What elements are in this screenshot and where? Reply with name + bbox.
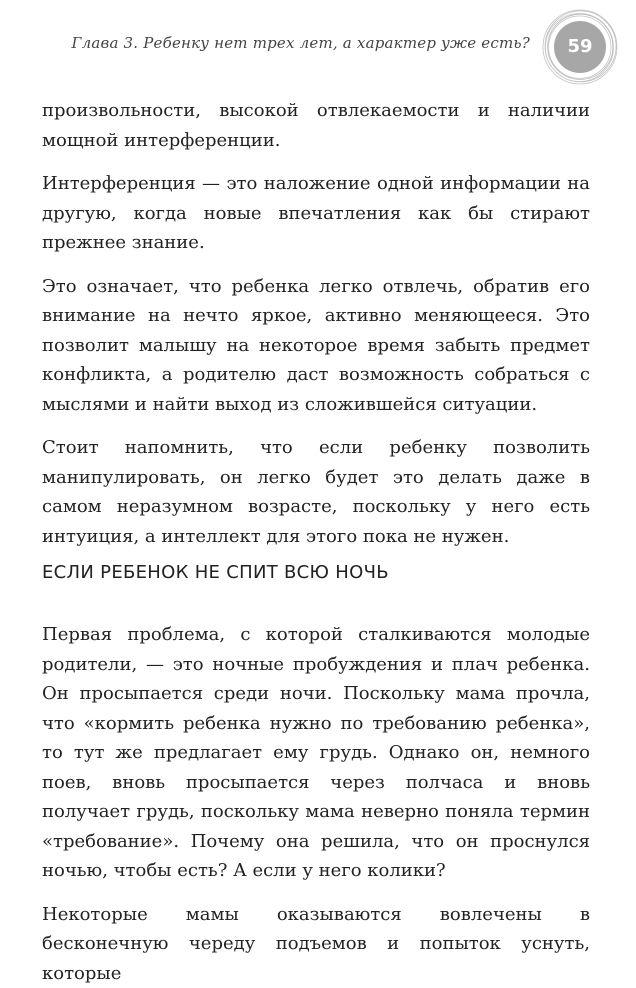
page-number: 59	[541, 8, 619, 86]
paragraph: Стоит напомнить, что если ребенку позволить манипулировать, он легко будет это делать даже в самом неразумном возрасте, поскольку у него есть интуиция, а интеллект для этого пока не нужен.	[42, 433, 590, 551]
paragraph: Первая проблема, с которой сталкиваются молодые родители, — это ночные пробуждения и плач ребенка. Он просыпается среди ночи. Поскольку мама прочла, что «кормить ребенка нужно по требованию ребенка», то тут же предлагает ему грудь. Однако он, немного поев, вновь просыпается через полчаса и вновь получает грудь, поскольку мама неверно поняла термин «требование». Почему она решила, что он проснулся ночью, чтобы есть? А если у него колики?	[42, 620, 590, 886]
paragraph: произвольности, высокой отвлекаемости и наличии мощной интерференции.	[42, 96, 590, 155]
paragraph: Интерференция — это наложение одной информации на другую, когда новые впечатления как бы стирают прежнее знание.	[42, 169, 590, 258]
text-block-section	[42, 620, 590, 988]
page-number-badge	[541, 8, 619, 86]
text-block-top	[42, 96, 590, 551]
running-head: Глава 3. Ребенку нет трех лет, а характер уже есть?	[30, 34, 530, 52]
paragraph: Это означает, что ребенка легко отвлечь, обратив его внимание на нечто яркое, активно меняющееся. Это позволит малышу на некоторое время забыть предмет конфликта, а родителю даст возможность собраться с мыслями и найти выход из сложившейся ситуации.	[42, 272, 590, 420]
section-heading: ЕСЛИ РЕБЕНОК НЕ СПИТ ВСЮ НОЧЬ	[42, 562, 389, 583]
paragraph: Некоторые мамы оказываются вовлечены в бесконечную череду подъемов и попыток уснуть, которые	[42, 900, 590, 988]
